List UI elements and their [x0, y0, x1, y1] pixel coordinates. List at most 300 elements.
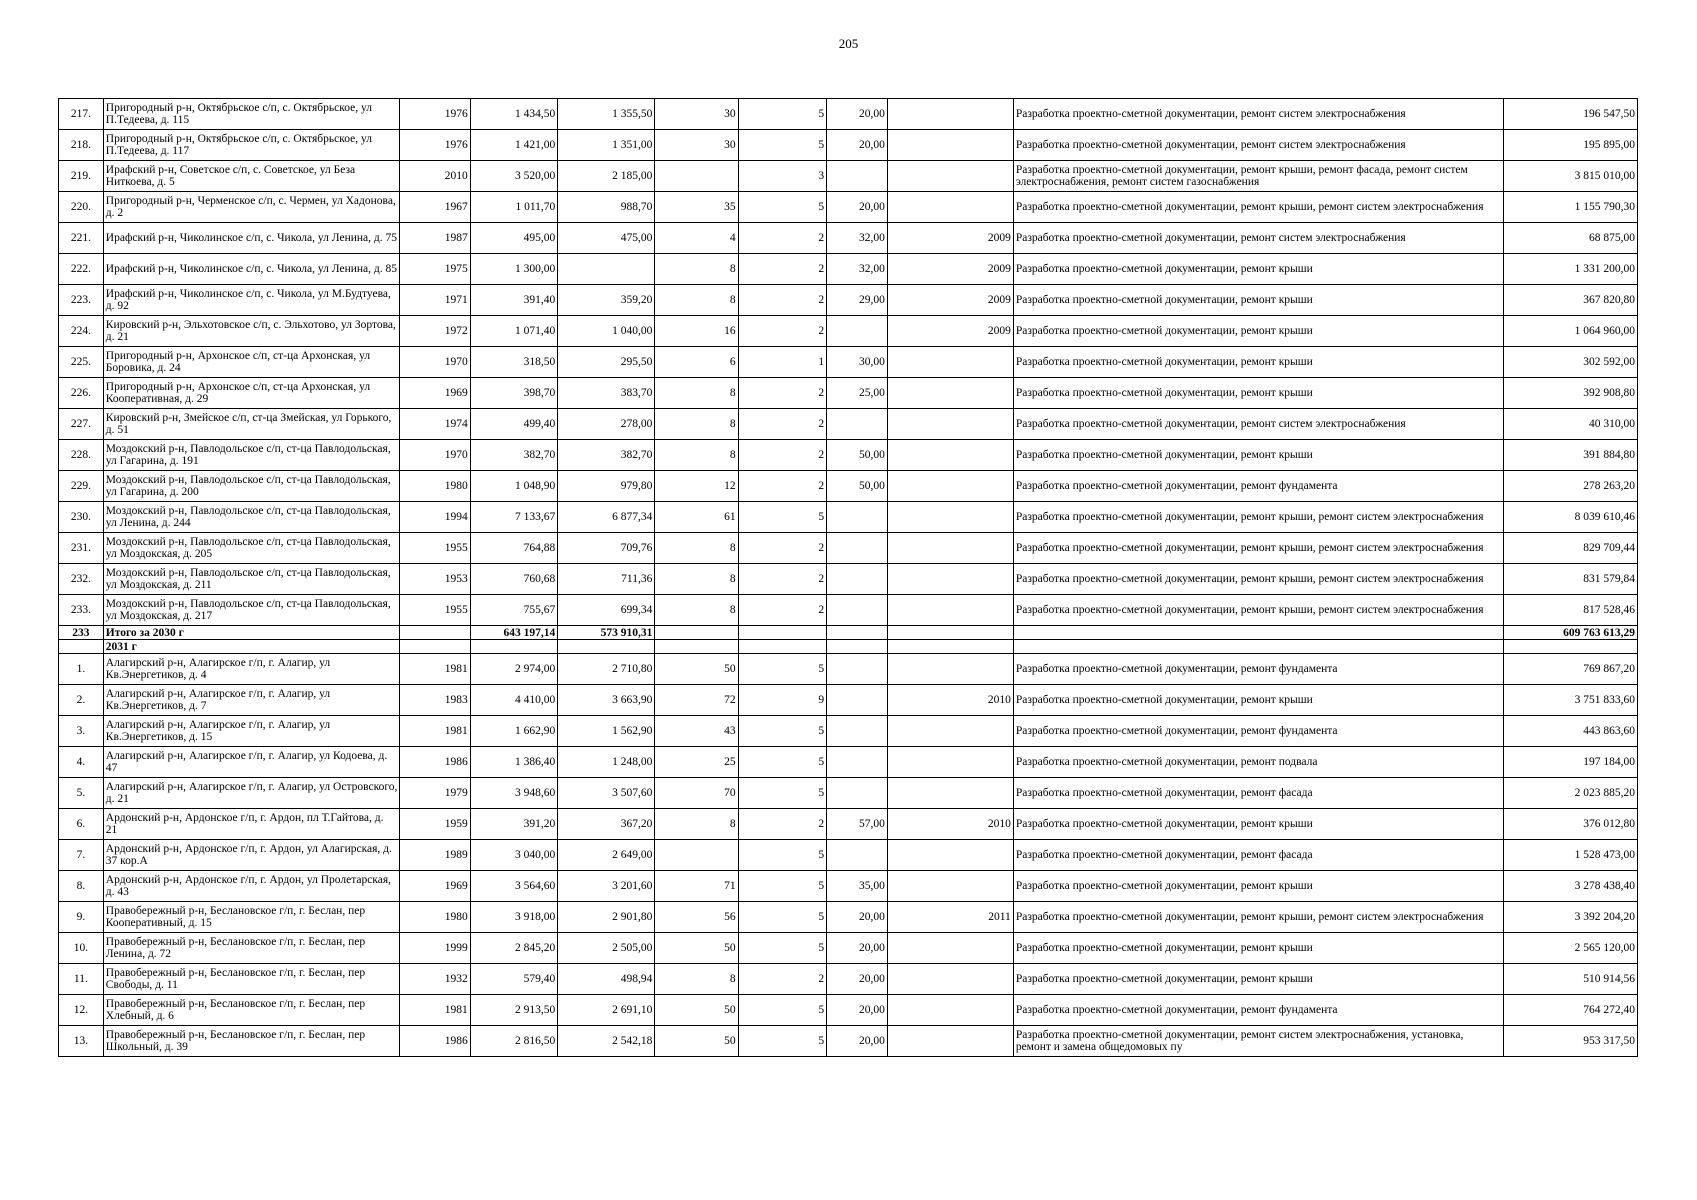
floors-cell: 2	[738, 285, 827, 316]
apartments-cell: 8	[655, 285, 738, 316]
apartments-cell: 8	[655, 564, 738, 595]
construction-year-cell: 1970	[400, 347, 470, 378]
living-area-cell: 573 910,31	[558, 626, 655, 640]
construction-year-cell: 1981	[400, 654, 470, 685]
total-area-cell: 3 948,60	[470, 778, 557, 809]
living-area-cell: 1 040,00	[558, 316, 655, 347]
works-cell: Разработка проектно-сметной документации, ремонт крыши, ремонт систем электроснабжения	[1013, 595, 1503, 626]
floors-cell: 2	[738, 409, 827, 440]
construction-year-cell: 1999	[400, 933, 470, 964]
floors-cell: 5	[738, 840, 827, 871]
construction-year-cell: 1976	[400, 99, 470, 130]
last-repair-year-cell	[887, 409, 1013, 440]
living-area-cell: 2 901,80	[558, 902, 655, 933]
living-area-cell: 1 562,90	[558, 716, 655, 747]
construction-year-cell: 1989	[400, 840, 470, 871]
construction-year-cell: 1967	[400, 192, 470, 223]
works-cell: Разработка проектно-сметной документации, ремонт крыши	[1013, 871, 1503, 902]
wear-percent-cell: 20,00	[827, 933, 888, 964]
row-number: 218.	[59, 130, 104, 161]
works-cell: Разработка проектно-сметной документации, ремонт крыши, ремонт систем электроснабжения	[1013, 564, 1503, 595]
last-repair-year-cell	[887, 1026, 1013, 1057]
floors-cell: 2	[738, 378, 827, 409]
last-repair-year-cell	[887, 564, 1013, 595]
cost-cell: 2 023 885,20	[1503, 778, 1637, 809]
address-cell: 2031 г	[103, 640, 400, 654]
works-cell: Разработка проектно-сметной документации, ремонт фасада	[1013, 840, 1503, 871]
floors-cell: 2	[738, 533, 827, 564]
row-number: 231.	[59, 533, 104, 564]
last-repair-year-cell	[887, 933, 1013, 964]
cost-cell: 8 039 610,46	[1503, 502, 1637, 533]
last-repair-year-cell	[887, 995, 1013, 1026]
cost-cell: 1 528 473,00	[1503, 840, 1637, 871]
table-body	[59, 99, 1638, 1057]
construction-year-cell: 1979	[400, 778, 470, 809]
total-area-cell: 4 410,00	[470, 685, 557, 716]
wear-percent-cell	[827, 840, 888, 871]
works-cell: Разработка проектно-сметной документации, ремонт систем электроснабжения	[1013, 130, 1503, 161]
wear-percent-cell	[827, 626, 888, 640]
living-area-cell: 475,00	[558, 223, 655, 254]
total-area-cell: 391,40	[470, 285, 557, 316]
address-cell: Правобережный р-н, Беслановское г/п, г. Беслан, пер Свободы, д. 11	[103, 964, 400, 995]
apartments-cell: 8	[655, 378, 738, 409]
repair-program-table	[58, 98, 1638, 1057]
address-cell: Кировский р-н, Змейское с/п, ст-ца Змейская, ул Горького, д. 51	[103, 409, 400, 440]
floors-cell: 5	[738, 502, 827, 533]
wear-percent-cell: 32,00	[827, 223, 888, 254]
last-repair-year-cell	[887, 192, 1013, 223]
address-cell: Итого за 2030 г	[103, 626, 400, 640]
table-row	[59, 871, 1638, 902]
last-repair-year-cell	[887, 99, 1013, 130]
construction-year-cell: 1981	[400, 995, 470, 1026]
cost-cell: 3 278 438,40	[1503, 871, 1637, 902]
cost-cell: 1 155 790,30	[1503, 192, 1637, 223]
row-number: 10.	[59, 933, 104, 964]
row-number: 229.	[59, 471, 104, 502]
works-cell: Разработка проектно-сметной документации, ремонт крыши, ремонт систем электроснабжения	[1013, 902, 1503, 933]
wear-percent-cell: 57,00	[827, 809, 888, 840]
last-repair-year-cell	[887, 347, 1013, 378]
apartments-cell: 71	[655, 871, 738, 902]
page-number: 205	[838, 36, 859, 51]
cost-cell: 1 331 200,00	[1503, 254, 1637, 285]
floors-cell: 5	[738, 192, 827, 223]
wear-percent-cell: 20,00	[827, 192, 888, 223]
cost-cell	[1503, 640, 1637, 654]
living-area-cell: 2 542,18	[558, 1026, 655, 1057]
table-row	[59, 778, 1638, 809]
address-cell: Алагирский р-н, Алагирское г/п, г. Алагир, ул Кв.Энергетиков, д. 15	[103, 716, 400, 747]
last-repair-year-cell	[887, 440, 1013, 471]
table-row	[59, 995, 1638, 1026]
apartments-cell: 30	[655, 130, 738, 161]
row-number: 228.	[59, 440, 104, 471]
table-row	[59, 840, 1638, 871]
works-cell: Разработка проектно-сметной документации, ремонт крыши	[1013, 685, 1503, 716]
total-area-cell: 7 133,67	[470, 502, 557, 533]
floors-cell: 3	[738, 161, 827, 192]
apartments-cell: 6	[655, 347, 738, 378]
cost-cell: 510 914,56	[1503, 964, 1637, 995]
apartments-cell	[655, 640, 738, 654]
total-area-cell: 2 913,50	[470, 995, 557, 1026]
living-area-cell: 382,70	[558, 440, 655, 471]
construction-year-cell: 1959	[400, 809, 470, 840]
wear-percent-cell: 20,00	[827, 902, 888, 933]
last-repair-year-cell	[887, 840, 1013, 871]
row-number: 2.	[59, 685, 104, 716]
last-repair-year-cell	[887, 778, 1013, 809]
living-area-cell: 699,34	[558, 595, 655, 626]
works-cell: Разработка проектно-сметной документации, ремонт крыши	[1013, 378, 1503, 409]
floors-cell: 2	[738, 223, 827, 254]
last-repair-year-cell	[887, 378, 1013, 409]
living-area-cell	[558, 254, 655, 285]
construction-year-cell: 1971	[400, 285, 470, 316]
construction-year-cell: 1975	[400, 254, 470, 285]
total-area-cell: 2 845,20	[470, 933, 557, 964]
row-number: 233.	[59, 595, 104, 626]
apartments-cell: 70	[655, 778, 738, 809]
total-area-cell: 318,50	[470, 347, 557, 378]
living-area-cell	[558, 640, 655, 654]
total-area-cell: 1 662,90	[470, 716, 557, 747]
construction-year-cell: 1983	[400, 685, 470, 716]
living-area-cell: 498,94	[558, 964, 655, 995]
wear-percent-cell: 20,00	[827, 964, 888, 995]
works-cell: Разработка проектно-сметной документации, ремонт систем электроснабжения	[1013, 409, 1503, 440]
wear-percent-cell: 20,00	[827, 99, 888, 130]
works-cell: Разработка проектно-сметной документации, ремонт систем электроснабжения	[1013, 223, 1503, 254]
address-cell: Моздокский р-н, Павлодольское с/п, ст-ца Павлодольская, ул Гагарина, д. 200	[103, 471, 400, 502]
floors-cell: 2	[738, 564, 827, 595]
cost-cell: 302 592,00	[1503, 347, 1637, 378]
cost-cell: 68 875,00	[1503, 223, 1637, 254]
wear-percent-cell	[827, 533, 888, 564]
last-repair-year-cell: 2009	[887, 316, 1013, 347]
apartments-cell: 8	[655, 409, 738, 440]
living-area-cell: 3 507,60	[558, 778, 655, 809]
address-cell: Алагирский р-н, Алагирское г/п, г. Алагир, ул Кв.Энергетиков, д. 7	[103, 685, 400, 716]
address-cell: Правобережный р-н, Беслановское г/п, г. Беслан, пер Хлебный, д. 6	[103, 995, 400, 1026]
construction-year-cell: 2010	[400, 161, 470, 192]
row-number: 224.	[59, 316, 104, 347]
works-cell: Разработка проектно-сметной документации, ремонт систем электроснабжения, установка, ремонт и замена общедомовых пу	[1013, 1026, 1503, 1057]
wear-percent-cell	[827, 316, 888, 347]
address-cell: Алагирский р-н, Алагирское г/п, г. Алагир, ул Кв.Энергетиков, д. 4	[103, 654, 400, 685]
cost-cell: 953 317,50	[1503, 1026, 1637, 1057]
apartments-cell: 4	[655, 223, 738, 254]
apartments-cell: 30	[655, 99, 738, 130]
table-row	[59, 316, 1638, 347]
apartments-cell	[655, 626, 738, 640]
wear-percent-cell	[827, 778, 888, 809]
wear-percent-cell	[827, 161, 888, 192]
living-area-cell: 1 351,00	[558, 130, 655, 161]
construction-year-cell: 1976	[400, 130, 470, 161]
floors-cell: 2	[738, 809, 827, 840]
wear-percent-cell	[827, 595, 888, 626]
construction-year-cell: 1970	[400, 440, 470, 471]
address-cell: Моздокский р-н, Павлодольское с/п, ст-ца Павлодольская, ул Моздокская, д. 217	[103, 595, 400, 626]
table-row	[59, 378, 1638, 409]
total-area-cell	[470, 640, 557, 654]
cost-cell: 764 272,40	[1503, 995, 1637, 1026]
living-area-cell: 6 877,34	[558, 502, 655, 533]
total-area-cell: 1 071,40	[470, 316, 557, 347]
table-row	[59, 964, 1638, 995]
construction-year-cell: 1932	[400, 964, 470, 995]
total-area-cell: 495,00	[470, 223, 557, 254]
wear-percent-cell	[827, 654, 888, 685]
construction-year-cell: 1953	[400, 564, 470, 595]
wear-percent-cell	[827, 747, 888, 778]
works-cell: Разработка проектно-сметной документации, ремонт фундамента	[1013, 654, 1503, 685]
living-area-cell: 278,00	[558, 409, 655, 440]
floors-cell: 5	[738, 716, 827, 747]
total-area-cell: 1 011,70	[470, 192, 557, 223]
row-number: 219.	[59, 161, 104, 192]
wear-percent-cell	[827, 640, 888, 654]
total-area-cell: 391,20	[470, 809, 557, 840]
floors-cell	[738, 640, 827, 654]
total-area-cell: 3 564,60	[470, 871, 557, 902]
living-area-cell: 709,76	[558, 533, 655, 564]
living-area-cell: 1 355,50	[558, 99, 655, 130]
cost-cell: 1 064 960,00	[1503, 316, 1637, 347]
cost-cell: 3 392 204,20	[1503, 902, 1637, 933]
works-cell	[1013, 640, 1503, 654]
address-cell: Кировский р-н, Эльхотовское с/п, с. Эльхотово, ул Зортова, д. 21	[103, 316, 400, 347]
works-cell: Разработка проектно-сметной документации, ремонт крыши	[1013, 254, 1503, 285]
table-row	[59, 192, 1638, 223]
apartments-cell: 8	[655, 964, 738, 995]
cost-cell: 195 895,00	[1503, 130, 1637, 161]
works-cell: Разработка проектно-сметной документации, ремонт крыши	[1013, 316, 1503, 347]
row-number: 12.	[59, 995, 104, 1026]
last-repair-year-cell: 2009	[887, 223, 1013, 254]
address-cell: Алагирский р-н, Алагирское г/п, г. Алагир, ул Кодоева, д. 47	[103, 747, 400, 778]
address-cell: Ардонский р-н, Ардонское г/п, г. Ардон, ул Пролетарская, д. 43	[103, 871, 400, 902]
row-number: 220.	[59, 192, 104, 223]
row-number	[59, 640, 104, 654]
works-cell: Разработка проектно-сметной документации, ремонт крыши, ремонт систем электроснабжения	[1013, 533, 1503, 564]
works-cell: Разработка проектно-сметной документации, ремонт крыши	[1013, 809, 1503, 840]
wear-percent-cell	[827, 409, 888, 440]
cost-cell: 3 815 010,00	[1503, 161, 1637, 192]
wear-percent-cell: 29,00	[827, 285, 888, 316]
wear-percent-cell: 50,00	[827, 471, 888, 502]
address-cell: Ирафский р-н, Чиколинское с/п, с. Чикола, ул Ленина, д. 85	[103, 254, 400, 285]
row-number: 222.	[59, 254, 104, 285]
total-row	[59, 626, 1638, 640]
apartments-cell: 35	[655, 192, 738, 223]
row-number: 223.	[59, 285, 104, 316]
last-repair-year-cell: 2009	[887, 254, 1013, 285]
wear-percent-cell: 32,00	[827, 254, 888, 285]
cost-cell: 2 565 120,00	[1503, 933, 1637, 964]
row-number: 11.	[59, 964, 104, 995]
works-cell	[1013, 626, 1503, 640]
apartments-cell: 16	[655, 316, 738, 347]
living-area-cell: 2 710,80	[558, 654, 655, 685]
floors-cell: 5	[738, 902, 827, 933]
address-cell: Ардонский р-н, Ардонское г/п, г. Ардон, ул Алагирская, д. 37 кор.А	[103, 840, 400, 871]
row-number: 1.	[59, 654, 104, 685]
construction-year-cell: 1986	[400, 747, 470, 778]
table-row	[59, 130, 1638, 161]
total-area-cell: 643 197,14	[470, 626, 557, 640]
total-area-cell: 760,68	[470, 564, 557, 595]
construction-year-cell: 1955	[400, 533, 470, 564]
row-number: 8.	[59, 871, 104, 902]
table-row	[59, 654, 1638, 685]
construction-year-cell: 1986	[400, 1026, 470, 1057]
row-number: 5.	[59, 778, 104, 809]
address-cell: Правобережный р-н, Беслановское г/п, г. Беслан, пер Кооперативный, д. 15	[103, 902, 400, 933]
apartments-cell: 50	[655, 654, 738, 685]
address-cell: Пригородный р-н, Октябрьское с/п, с. Октябрьское, ул П.Тедеева, д. 117	[103, 130, 400, 161]
construction-year-cell: 1980	[400, 902, 470, 933]
cost-cell: 367 820,80	[1503, 285, 1637, 316]
floors-cell: 5	[738, 995, 827, 1026]
row-number: 230.	[59, 502, 104, 533]
construction-year-cell	[400, 640, 470, 654]
last-repair-year-cell	[887, 502, 1013, 533]
row-number: 3.	[59, 716, 104, 747]
works-cell: Разработка проектно-сметной документации, ремонт фундамента	[1013, 995, 1503, 1026]
last-repair-year-cell	[887, 533, 1013, 564]
construction-year-cell: 1994	[400, 502, 470, 533]
apartments-cell	[655, 840, 738, 871]
apartments-cell: 72	[655, 685, 738, 716]
floors-cell: 5	[738, 871, 827, 902]
last-repair-year-cell	[887, 640, 1013, 654]
apartments-cell: 56	[655, 902, 738, 933]
floors-cell: 2	[738, 254, 827, 285]
cost-cell: 40 310,00	[1503, 409, 1637, 440]
table-row	[59, 161, 1638, 192]
apartments-cell: 8	[655, 809, 738, 840]
row-number: 13.	[59, 1026, 104, 1057]
apartments-cell: 8	[655, 595, 738, 626]
table-row	[59, 716, 1638, 747]
total-area-cell: 1 386,40	[470, 747, 557, 778]
address-cell: Моздокский р-н, Павлодольское с/п, ст-ца Павлодольская, ул Гагарина, д. 191	[103, 440, 400, 471]
cost-cell: 278 263,20	[1503, 471, 1637, 502]
wear-percent-cell: 20,00	[827, 995, 888, 1026]
address-cell: Ирафский р-н, Чиколинское с/п, с. Чикола, ул М.Будтуева, д. 92	[103, 285, 400, 316]
living-area-cell: 979,80	[558, 471, 655, 502]
address-cell: Алагирский р-н, Алагирское г/п, г. Алагир, ул Островского, д. 21	[103, 778, 400, 809]
table-row	[59, 502, 1638, 533]
last-repair-year-cell	[887, 161, 1013, 192]
row-number: 9.	[59, 902, 104, 933]
total-area-cell: 755,67	[470, 595, 557, 626]
construction-year-cell: 1955	[400, 595, 470, 626]
floors-cell: 5	[738, 654, 827, 685]
construction-year-cell: 1974	[400, 409, 470, 440]
address-cell: Моздокский р-н, Павлодольское с/п, ст-ца Павлодольская, ул Моздокская, д. 205	[103, 533, 400, 564]
last-repair-year-cell	[887, 964, 1013, 995]
table-row	[59, 409, 1638, 440]
living-area-cell: 3 663,90	[558, 685, 655, 716]
last-repair-year-cell	[887, 626, 1013, 640]
address-cell: Правобережный р-н, Беслановское г/п, г. Беслан, пер Школьный, д. 39	[103, 1026, 400, 1057]
wear-percent-cell: 30,00	[827, 347, 888, 378]
last-repair-year-cell: 2010	[887, 809, 1013, 840]
last-repair-year-cell: 2011	[887, 902, 1013, 933]
last-repair-year-cell	[887, 471, 1013, 502]
living-area-cell: 988,70	[558, 192, 655, 223]
works-cell: Разработка проектно-сметной документации, ремонт крыши	[1013, 285, 1503, 316]
floors-cell: 2	[738, 595, 827, 626]
total-area-cell: 3 918,00	[470, 902, 557, 933]
living-area-cell: 711,36	[558, 564, 655, 595]
wear-percent-cell: 35,00	[827, 871, 888, 902]
wear-percent-cell: 20,00	[827, 130, 888, 161]
apartments-cell: 50	[655, 1026, 738, 1057]
address-cell: Моздокский р-н, Павлодольское с/п, ст-ца Павлодольская, ул Моздокская, д. 211	[103, 564, 400, 595]
apartments-cell: 43	[655, 716, 738, 747]
construction-year-cell: 1972	[400, 316, 470, 347]
floors-cell: 2	[738, 471, 827, 502]
floors-cell: 2	[738, 316, 827, 347]
construction-year-cell: 1980	[400, 471, 470, 502]
cost-cell: 391 884,80	[1503, 440, 1637, 471]
apartments-cell: 8	[655, 440, 738, 471]
address-cell: Пригородный р-н, Октябрьское с/п, с. Октябрьское, ул П.Тедеева, д. 115	[103, 99, 400, 130]
floors-cell: 2	[738, 440, 827, 471]
row-number: 227.	[59, 409, 104, 440]
living-area-cell: 367,20	[558, 809, 655, 840]
wear-percent-cell: 20,00	[827, 1026, 888, 1057]
wear-percent-cell: 25,00	[827, 378, 888, 409]
address-cell: Ирафский р-н, Советское с/п, с. Советское, ул Беза Ниткоева, д. 5	[103, 161, 400, 192]
wear-percent-cell	[827, 685, 888, 716]
works-cell: Разработка проектно-сметной документации, ремонт фундамента	[1013, 471, 1503, 502]
construction-year-cell: 1969	[400, 378, 470, 409]
table-row	[59, 285, 1638, 316]
living-area-cell: 2 691,10	[558, 995, 655, 1026]
total-area-cell: 2 816,50	[470, 1026, 557, 1057]
apartments-cell: 61	[655, 502, 738, 533]
construction-year-cell: 1987	[400, 223, 470, 254]
wear-percent-cell	[827, 564, 888, 595]
apartments-cell	[655, 161, 738, 192]
cost-cell: 769 867,20	[1503, 654, 1637, 685]
last-repair-year-cell	[887, 747, 1013, 778]
works-cell: Разработка проектно-сметной документации, ремонт подвала	[1013, 747, 1503, 778]
address-cell: Правобережный р-н, Беслановское г/п, г. Беслан, пер Ленина, д. 72	[103, 933, 400, 964]
floors-cell: 5	[738, 130, 827, 161]
apartments-cell: 8	[655, 533, 738, 564]
last-repair-year-cell	[887, 130, 1013, 161]
table-row	[59, 685, 1638, 716]
floors-cell: 2	[738, 964, 827, 995]
table-row	[59, 595, 1638, 626]
construction-year-cell	[400, 626, 470, 640]
works-cell: Разработка проектно-сметной документации, ремонт крыши, ремонт систем электроснабжения	[1013, 192, 1503, 223]
row-number: 4.	[59, 747, 104, 778]
row-number: 225.	[59, 347, 104, 378]
address-cell: Пригородный р-н, Архонское с/п, ст-ца Архонская, ул Кооперативная, д. 29	[103, 378, 400, 409]
apartments-cell: 50	[655, 933, 738, 964]
cost-cell: 609 763 613,29	[1503, 626, 1637, 640]
